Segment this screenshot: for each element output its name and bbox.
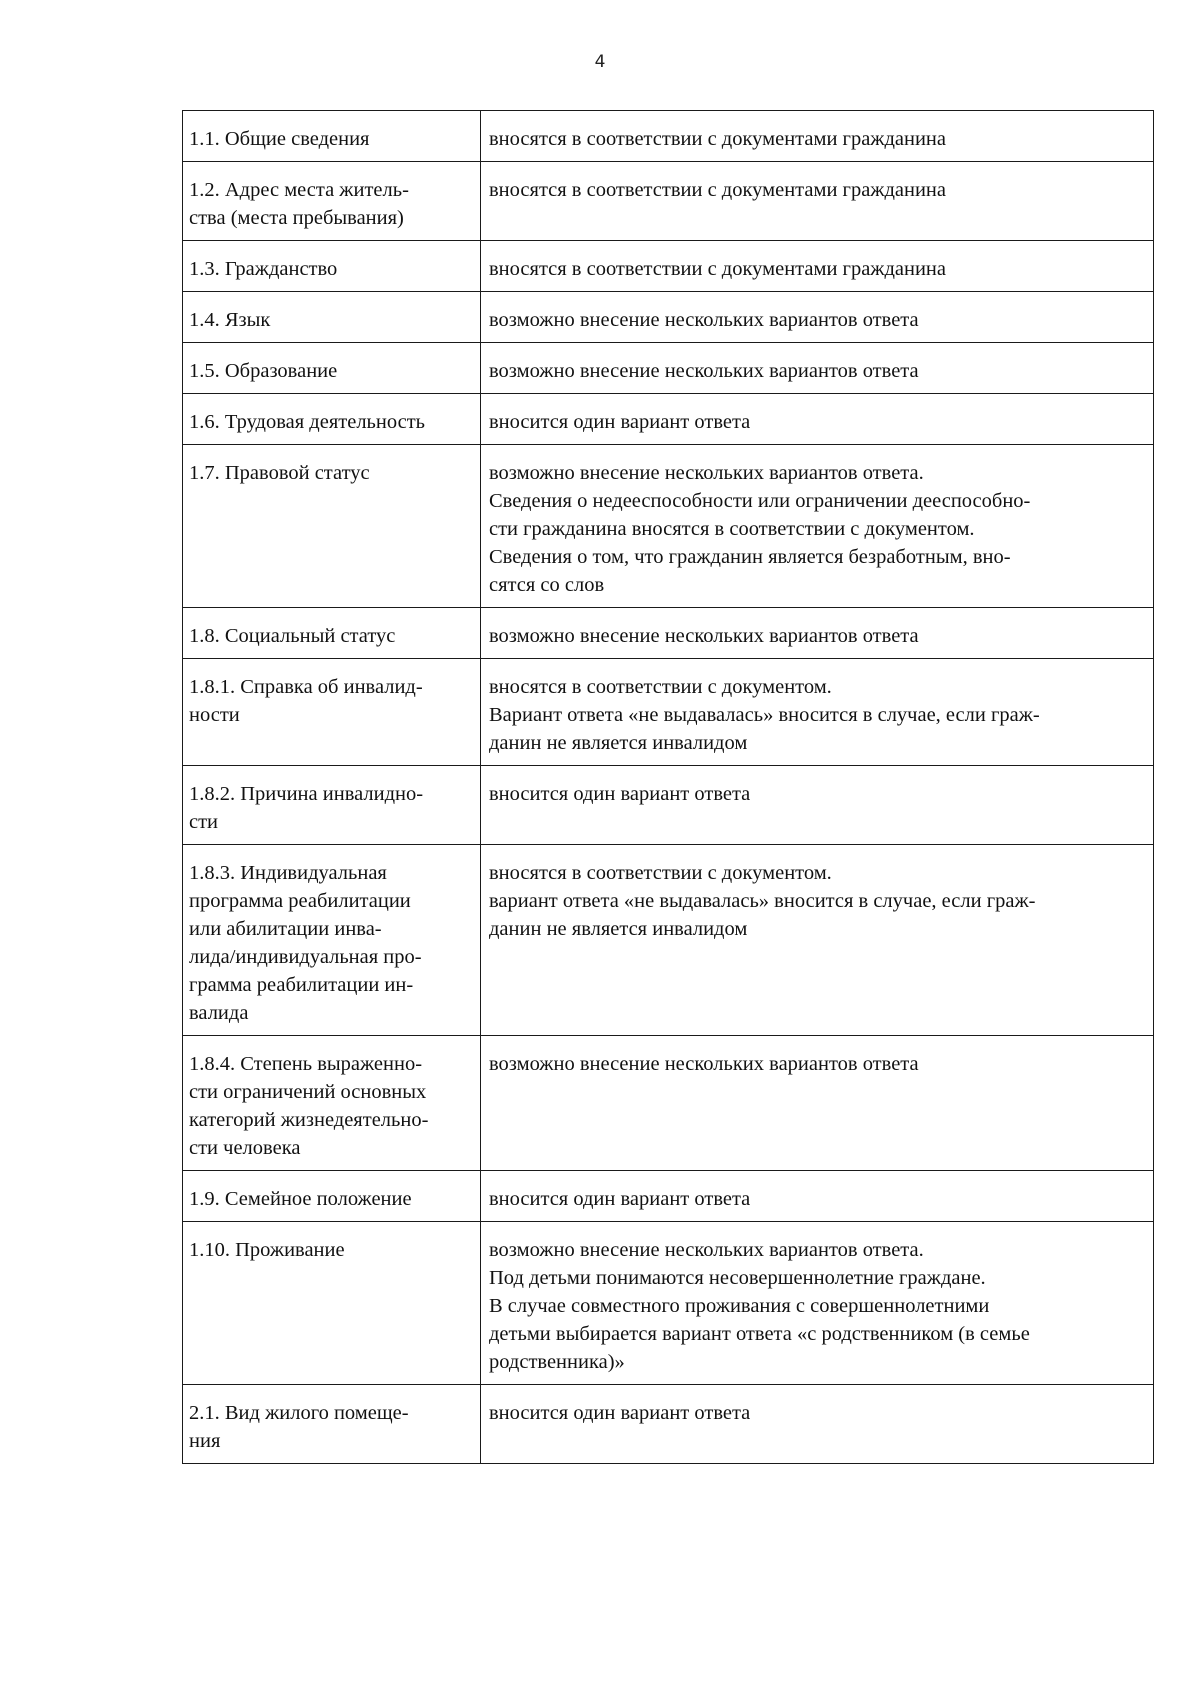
field-name-cell: 1.9. Семейное положение: [183, 1171, 481, 1222]
instruction-cell: возможно внесение нескольких вариантов ответа: [481, 1036, 1154, 1171]
table-row: [183, 608, 1154, 659]
table-row: [183, 111, 1154, 162]
instruction-cell: возможно внесение нескольких вариантов ответа: [481, 292, 1154, 343]
field-name-cell: 1.7. Правовой статус: [183, 445, 481, 608]
instruction-cell: вносятся в соответствии с документом. вариант ответа «не выдавалась» вносится в случае, если граж- данин не является инвалидом: [481, 845, 1154, 1036]
field-name-cell: 1.8.1. Справка об инвалид- ности: [183, 659, 481, 766]
instruction-cell: вносится один вариант ответа: [481, 1171, 1154, 1222]
table-row: [183, 292, 1154, 343]
instruction-cell: вносятся в соответствии с документами гражданина: [481, 241, 1154, 292]
field-name-cell: 1.10. Проживание: [183, 1222, 481, 1385]
instruction-cell: вносится один вариант ответа: [481, 394, 1154, 445]
table-row: [183, 394, 1154, 445]
field-name-cell: 2.1. Вид жилого помеще- ния: [183, 1385, 481, 1464]
instruction-cell: вносится один вариант ответа: [481, 766, 1154, 845]
field-name-cell: 1.6. Трудовая деятельность: [183, 394, 481, 445]
instruction-cell: возможно внесение нескольких вариантов ответа. Сведения о недееспособности или ограничении дееспособно- сти гражданина вносятся в соответствии с документом. Сведения о том, что гражданин является безработным, вно- сятся со слов: [481, 445, 1154, 608]
table-row: [183, 766, 1154, 845]
table-row: [183, 1171, 1154, 1222]
table-row: [183, 241, 1154, 292]
table-row: [183, 445, 1154, 608]
table-row: [183, 1222, 1154, 1385]
table-row: [183, 162, 1154, 241]
instruction-cell: возможно внесение нескольких вариантов ответа: [481, 343, 1154, 394]
instruction-cell: вносятся в соответствии с документом. Вариант ответа «не выдавалась» вносится в случае, если граж- данин не является инвалидом: [481, 659, 1154, 766]
table-row: [183, 845, 1154, 1036]
field-name-cell: 1.8. Социальный статус: [183, 608, 481, 659]
field-name-cell: 1.8.3. Индивидуальная программа реабилитации или абилитации инва- лида/индивидуальная про- грамма реабилитации ин- валида: [183, 845, 481, 1036]
table-row: [183, 343, 1154, 394]
table-row: [183, 1036, 1154, 1171]
instruction-cell: вносятся в соответствии с документами гражданина: [481, 111, 1154, 162]
field-name-cell: 1.2. Адрес места житель- ства (места пребывания): [183, 162, 481, 241]
field-name-cell: 1.8.2. Причина инвалидно- сти: [183, 766, 481, 845]
page-number: 4: [594, 52, 606, 72]
instructions-table: [182, 110, 1154, 1464]
field-name-cell: 1.8.4. Степень выраженно- сти ограничений основных категорий жизнедеятельно- сти человека: [183, 1036, 481, 1171]
field-name-cell: 1.1. Общие сведения: [183, 111, 481, 162]
field-name-cell: 1.4. Язык: [183, 292, 481, 343]
instruction-cell: возможно внесение нескольких вариантов ответа. Под детьми понимаются несовершеннолетние граждане. В случае совместного проживания с совершеннолетними детьми выбирается вариант ответа «с родственником (в семье родственника)»: [481, 1222, 1154, 1385]
instruction-cell: вносится один вариант ответа: [481, 1385, 1154, 1464]
instruction-cell: возможно внесение нескольких вариантов ответа: [481, 608, 1154, 659]
field-name-cell: 1.3. Гражданство: [183, 241, 481, 292]
table-row: [183, 1385, 1154, 1464]
instruction-cell: вносятся в соответствии с документами гражданина: [481, 162, 1154, 241]
table-row: [183, 659, 1154, 766]
field-name-cell: 1.5. Образование: [183, 343, 481, 394]
